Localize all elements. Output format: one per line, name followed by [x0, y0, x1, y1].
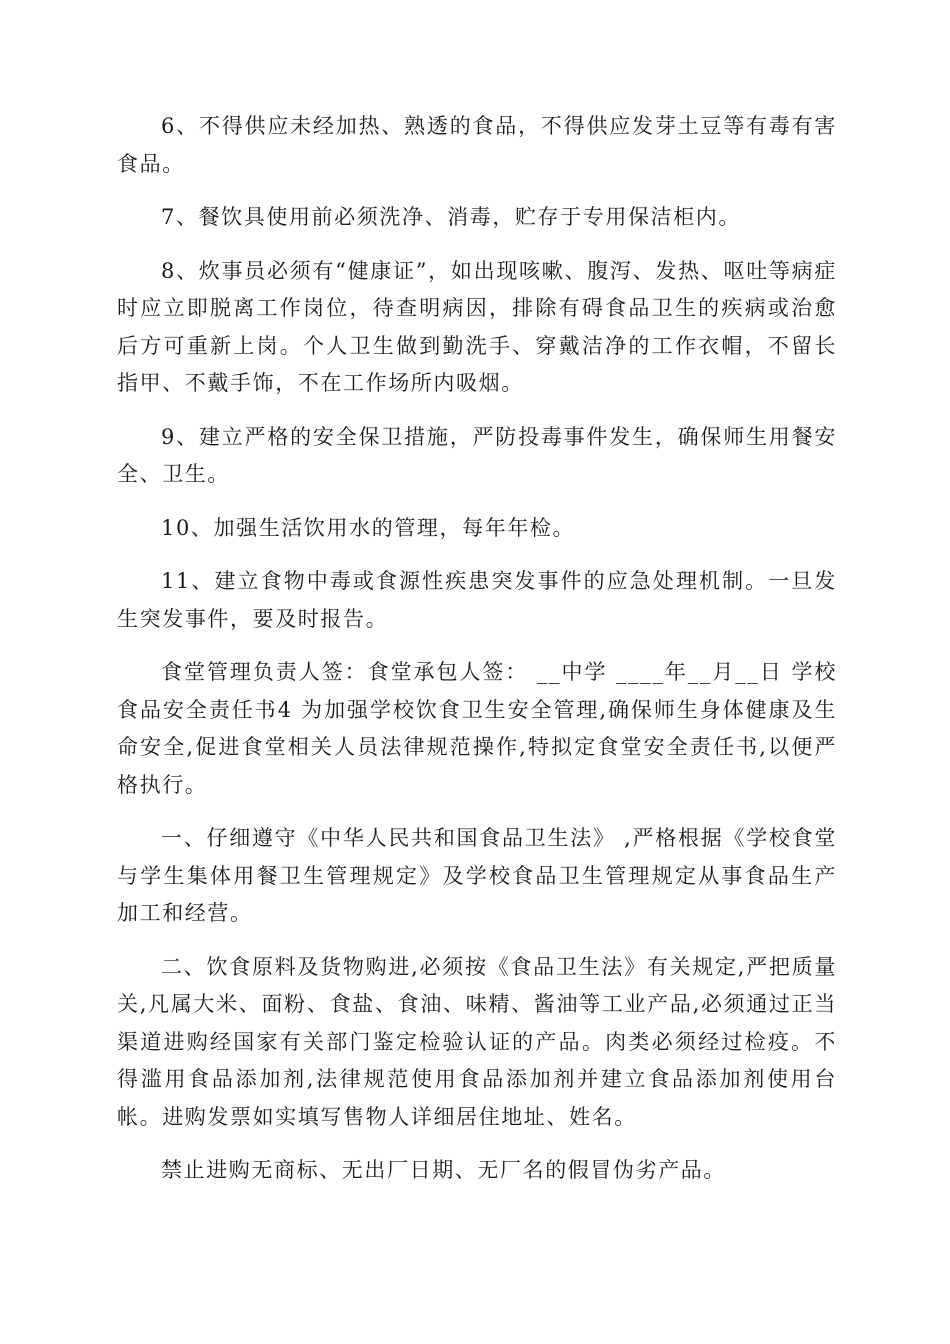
paragraph-rule-11: 11、建立食物中毒或食源性疾患突发事件的应急处理机制。一旦发生突发事件，要及时报告。	[117, 569, 837, 631]
paragraph-rule-10: 10、加强生活饮用水的管理，每年年检。	[161, 515, 576, 540]
paragraph-section-1: 一、仔细遵守《中华人民共和国食品卫生法》 ,严格根据《学校食堂与学生集体用餐卫生管理规定》及学校食品卫生管理规定从事食品生产加工和经营。	[117, 826, 837, 925]
paragraph-rule-6: 6、不得供应未经加热、熟透的食品，不得供应发芽土豆等有毒有害食品。	[117, 114, 837, 176]
paragraph-prohibition: 禁止进购无商标、无出厂日期、无厂名的假冒伪劣产品。	[161, 1158, 726, 1182]
paragraph-rule-7: 7、餐饮具使用前必须洗净、消毒，贮存于专用保洁柜内。	[161, 205, 741, 229]
paragraph-section-2: 二、饮食原料及货物购进,必须按《食品卫生法》有关规定,严把质量关,凡属大米、面粉、食盐、食油、味精、酱油等工业产品,必须通过正当渠道进购经国家有关部门鉴定检验认证的产品。肉类必须经过检疫。不得滥用食品添加剂,法律规范使用食品添加剂并建立食品添加剂使用台帐。进购发票如实填写售物人详细居住地址、姓名。	[117, 954, 837, 1129]
paragraph-rule-8: 8、炊事员必须有“健康证”，如出现咳嗽、腹泻、发热、呕吐等病症时应立即脱离工作岗位，待查明病因，排除有碍食品卫生的疾病或治愈后方可重新上岗。个人卫生做到勤洗手、穿戴洁净的工作衣帽，不留长指甲、不戴手饰，不在工作场所内吸烟。	[117, 258, 837, 395]
paragraph-signature-and-intro: 食堂管理负责人签：食堂承包人签： __中学 ____年__月__日 学校食品安全责任书4 为加强学校饮食卫生安全管理,确保师生身体健康及生命安全,促进食堂相关人员法律规范操作,特拟定食堂安全责任书,以便严格执行。	[117, 660, 837, 797]
paragraph-rule-9: 9、建立严格的安全保卫措施，严防投毒事件发生，确保师生用餐安全、卫生。	[117, 424, 837, 486]
document-body	[117, 108, 837, 1206]
